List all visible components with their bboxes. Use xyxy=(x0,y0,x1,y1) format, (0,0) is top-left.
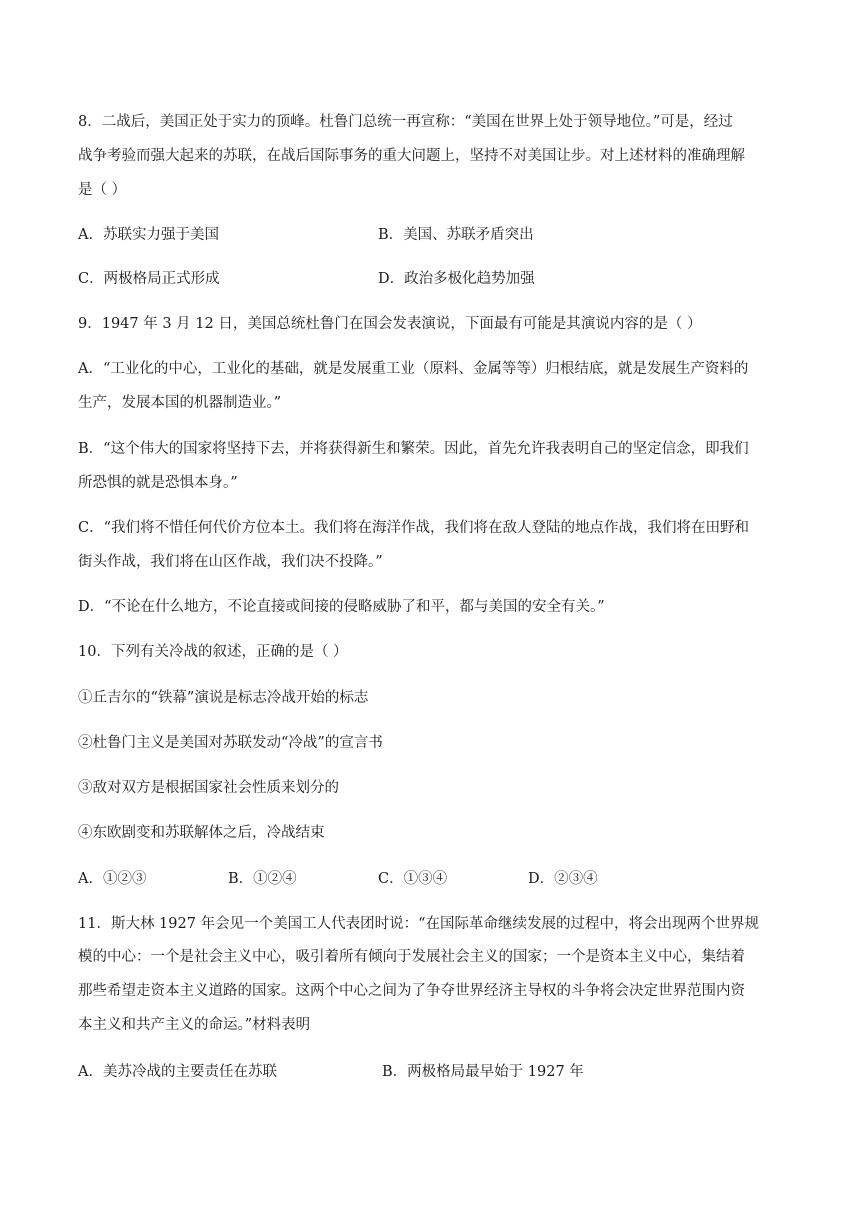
q10-statement-3: ③敌对双方是根据国家社会性质来划分的 xyxy=(78,780,339,796)
q11-stem-line-3: 那些希望走资本主义道路的国家。这两个中心之间为了争夺世界经济主导权的斗争将会决定世界范围内资 xyxy=(78,983,745,999)
q9-option-a-line-2: 生产，发展本国的机器制造业。” xyxy=(78,395,282,411)
q9-option-c-line-1: C．“我们将不惜任何代价方位本土。我们将在海洋作战，我们将在敌人登陆的地点作战，我们将在田野和 xyxy=(78,520,750,536)
q8-option-c: C．两极格局正式形成 xyxy=(78,271,220,287)
q10-option-c: C．①③④ xyxy=(378,871,448,887)
q10-option-d: D．②③④ xyxy=(528,871,598,887)
q10-statement-1: ①丘吉尔的“铁幕”演说是标志冷战开始的标志 xyxy=(78,690,369,706)
q11-option-b: B．两极格局最早始于 1927 年 xyxy=(382,1064,584,1080)
q10-stem: 10．下列有关冷战的叙述，正确的是（ ） xyxy=(78,644,348,660)
q8-stem-line-1: 8．二战后，美国正处于实力的顶峰。杜鲁门总统一再宣称：“美国在世界上处于领导地位。”可是，经过 xyxy=(78,114,733,130)
q10-statement-4: ④东欧剧变和苏联解体之后，冷战结束 xyxy=(78,825,325,841)
q8-option-b: B．美国、苏联矛盾突出 xyxy=(378,227,534,243)
q8-stem-line-3: 是（ ） xyxy=(78,182,127,198)
q11-stem-line-2: 模的中心：一个是社会主义中心，吸引着所有倾向于发展社会主义的国家；一个是资本主义中心，集结着 xyxy=(78,949,745,965)
q9-option-b-line-1: B．“这个伟大的国家将坚持下去，并将获得新生和繁荣。因此，首先允许我表明自己的坚定信念，即我们 xyxy=(78,441,749,457)
q9-option-b-line-2: 所恐惧的就是恐惧本身。” xyxy=(78,475,238,491)
q9-option-c-line-2: 街头作战，我们将在山区作战，我们决不投降。” xyxy=(78,554,383,570)
q8-option-a: A．苏联实力强于美国 xyxy=(78,227,219,243)
q9-stem: 9．1947 年 3 月 12 日，美国总统杜鲁门在国会发表演说，下面最有可能是其演说内容的是（ ） xyxy=(78,316,702,332)
q8-stem-line-2: 战争考验而强大起来的苏联，在战后国际事务的重大问题上，坚持不对美国让步。对上述材料的准确理解 xyxy=(78,148,745,164)
q10-option-a: A．①②③ xyxy=(78,871,147,887)
q9-option-d: D．“不论在什么地方，不论直接或间接的侵略威胁了和平，都与美国的安全有关。” xyxy=(78,599,605,615)
q11-stem-line-1: 11．斯大林 1927 年会见一个美国工人代表团时说：“在国际革命继续发展的过程中，将会出现两个世界规 xyxy=(78,916,759,932)
q11-stem-line-4: 本主义和共产主义的命运。”材料表明 xyxy=(78,1017,311,1033)
q10-statement-2: ②杜鲁门主义是美国对苏联发动“冷战”的宣言书 xyxy=(78,735,383,751)
q10-option-b: B．①②④ xyxy=(228,871,297,887)
q8-option-d: D．政治多极化趋势加强 xyxy=(378,271,535,287)
q11-option-a: A．美苏冷战的主要责任在苏联 xyxy=(78,1064,277,1080)
q9-option-a-line-1: A．“工业化的中心，工业化的基础，就是发展重工业（原料、金属等等）归根结底，就是发展生产资料的 xyxy=(78,361,749,377)
